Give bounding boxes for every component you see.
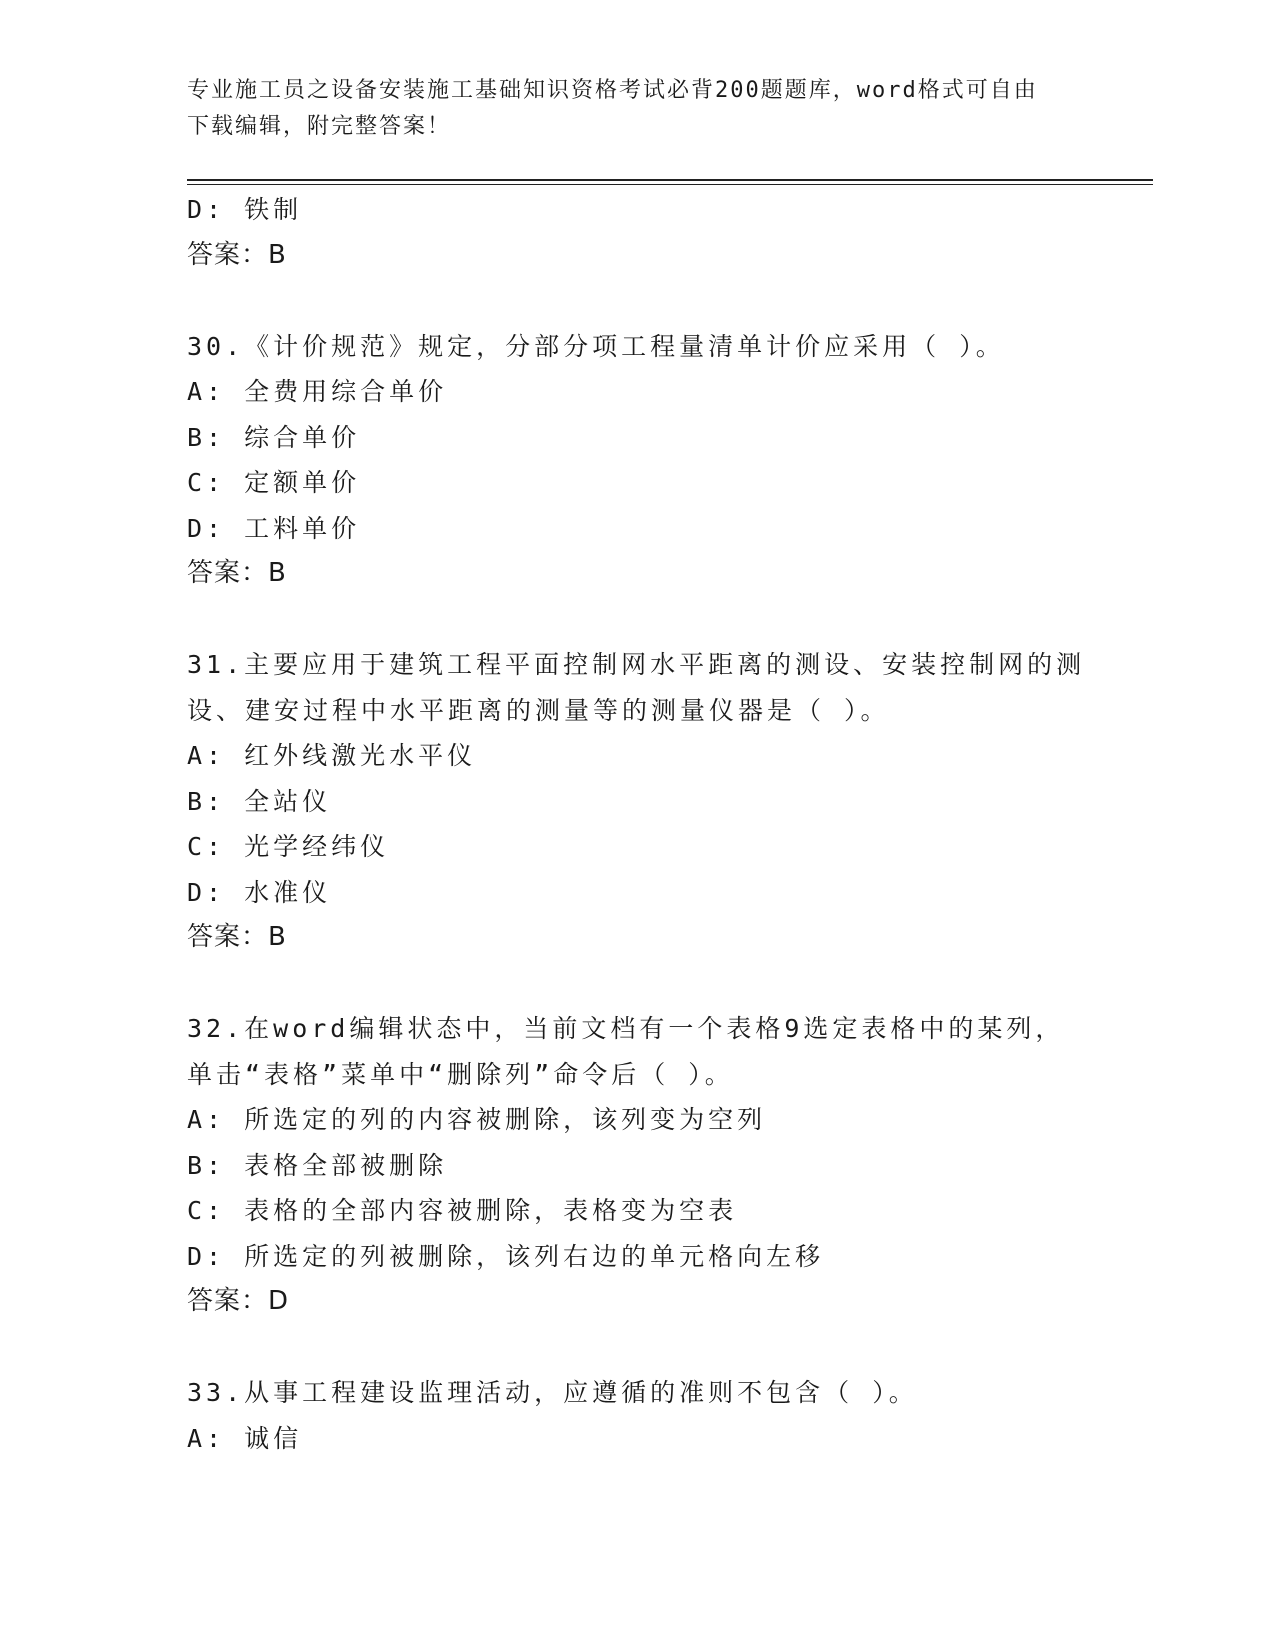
answer: 答案：B: [187, 558, 287, 588]
option-d: D: 水准仪: [187, 877, 332, 907]
spacer: [187, 278, 1087, 324]
question-stem-line-1: 31.主要应用于建筑工程平面控制网水平距离的测设、安装控制网的测: [187, 650, 1086, 679]
answer: 答案：B: [187, 922, 287, 952]
option-c: C: 定额单价: [187, 468, 361, 497]
option-d: D: 所选定的列被删除，该列右边的单元格向左移: [187, 1241, 825, 1271]
option-a: A: 所选定的列的内容被删除，该列变为空列: [187, 1105, 767, 1134]
spacer: [187, 961, 1087, 1007]
option-a: A: 全费用综合单价: [187, 377, 448, 406]
option-a: A: 红外线激光水平仪: [187, 741, 477, 770]
header-rule-thin: [187, 184, 1153, 185]
option-b: B: 综合单价: [187, 422, 361, 452]
question-list: [187, 187, 1087, 1461]
option-c: C: 光学经纬仪: [187, 832, 390, 861]
question-33: [187, 1370, 1087, 1461]
prev-option-d: D: 铁制: [187, 195, 303, 224]
option-a: A: 诚信: [187, 1423, 303, 1453]
header-line-1: 专业施工员之设备安装施工基础知识资格考试必背200题题库，word格式可自由: [187, 78, 1038, 103]
header-line-2: 下载编辑，附完整答案！: [187, 114, 452, 139]
spacer: [187, 597, 1087, 643]
question-31: [187, 642, 1087, 961]
option-d: D: 工料单价: [187, 513, 361, 543]
option-b: B: 表格全部被删除: [187, 1150, 448, 1180]
question-stem-line-2: 设、建安过程中水平距离的测量等的测量仪器是（ ）。: [187, 695, 890, 725]
answer: 答案：D: [187, 1286, 290, 1316]
question-32: [187, 1006, 1087, 1325]
question-30: [187, 324, 1087, 597]
question-stem-line-2: 单击“表格”菜单中“删除列”命令后（ ）。: [187, 1059, 734, 1089]
question-stem-line-1: 32.在word编辑状态中，当前文档有一个表格9选定表格中的某列，: [187, 1014, 1065, 1043]
question-stem: 30.《计价规范》规定，分部分项工程量清单计价应采用（ ）。: [187, 331, 1005, 361]
header-rule-thick: [187, 179, 1153, 181]
prev-answer: 答案：B: [187, 239, 287, 270]
question-stem: 33.从事工程建设监理活动，应遵循的准则不包含（ ）。: [187, 1378, 918, 1407]
option-c: C: 表格的全部内容被删除，表格变为空表: [187, 1196, 738, 1225]
page-header: [187, 73, 1067, 145]
option-b: B: 全站仪: [187, 786, 332, 816]
spacer: [187, 1325, 1087, 1371]
